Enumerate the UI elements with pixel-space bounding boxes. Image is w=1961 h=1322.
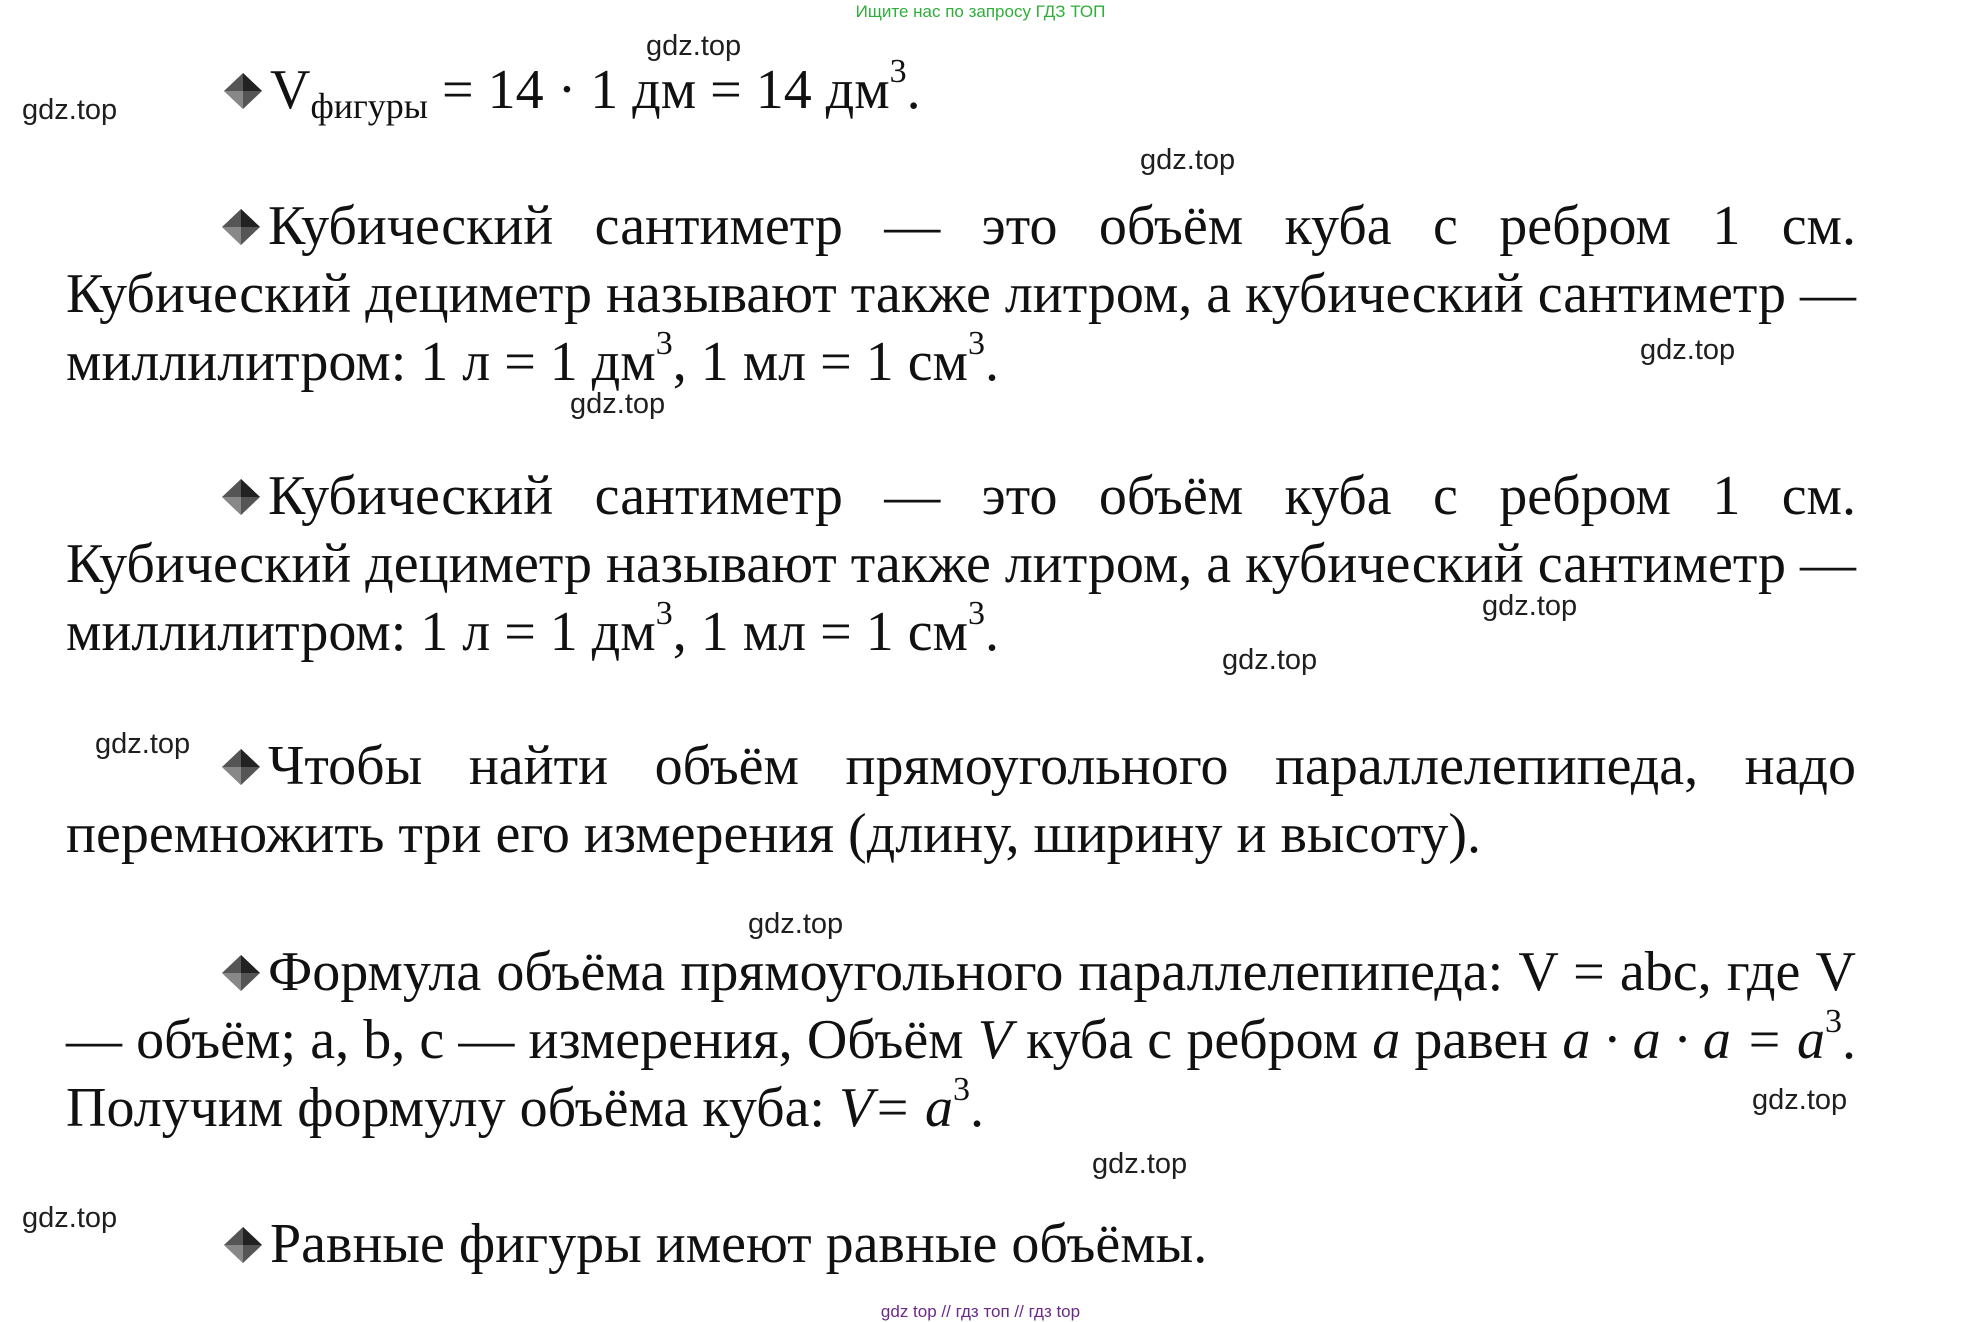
diamond-bullet-icon xyxy=(220,953,262,993)
parallelepiped-volume-paragraph: Чтобы найти объём прямоугольного параллелепипеда, надо перемножить три его измерения (длину, ширину и высоту). xyxy=(66,735,1856,865)
volume-formula-paragraph: Формула объёма прямоугольного параллелепипеда: V = abc, где V — объём; a, b, c — измерения, Объём V куба с ребром a равен $a \cdot a \cdot a = a^3$. Получим формулу объёма куба: $V= a^3$. xyxy=(66,941,1857,1139)
diamond-bullet-icon xyxy=(222,1225,264,1265)
cubic-centimeter-paragraph-repeat: Кубический сантиметр — это объём куба с ребром 1 см. Кубический дециметр называют также литром, а кубический сантиметр — миллилитром: 1 л = 1 $дм^3$, 1 мл = 1 $см^3$. xyxy=(66,465,1856,663)
watermark: gdz.top xyxy=(95,728,191,760)
watermark: gdz.top xyxy=(1140,144,1236,176)
watermark: gdz.top xyxy=(22,1202,118,1234)
top-banner: Ищите нас по запросу ГДЗ ТОП xyxy=(855,2,1106,21)
watermark: gdz.top xyxy=(1092,1148,1188,1180)
watermark: gdz.top xyxy=(1482,590,1578,622)
watermark: gdz.top xyxy=(1640,334,1736,366)
volume-formula-line: $V_{фигуры} = 14 \cdot 1$ дм = 14 $дм^3$. xyxy=(222,56,921,124)
watermark: gdz.top xyxy=(1752,1084,1848,1116)
diamond-bullet-icon xyxy=(220,207,262,247)
watermark: gdz.top xyxy=(22,94,118,126)
watermark: gdz.top xyxy=(1222,644,1318,676)
equal-figures-line: Равные фигуры имеют равные объёмы. xyxy=(222,1210,1207,1278)
watermark: gdz.top xyxy=(748,908,844,940)
cubic-centimeter-paragraph: Кубический сантиметр — это объём куба с ребром 1 см. Кубический дециметр называют также литром, а кубический сантиметр — миллилитром: 1 л = 1 $дм^3$, 1 мл = 1 $см^3$. xyxy=(66,195,1856,393)
diamond-bullet-icon xyxy=(222,71,264,111)
diamond-bullet-icon xyxy=(220,747,262,787)
diamond-bullet-icon xyxy=(220,477,262,517)
bottom-banner: gdz top // гдз топ // гдз top xyxy=(880,1302,1081,1321)
watermark: gdz.top xyxy=(646,30,742,62)
watermark: gdz.top xyxy=(570,388,666,420)
